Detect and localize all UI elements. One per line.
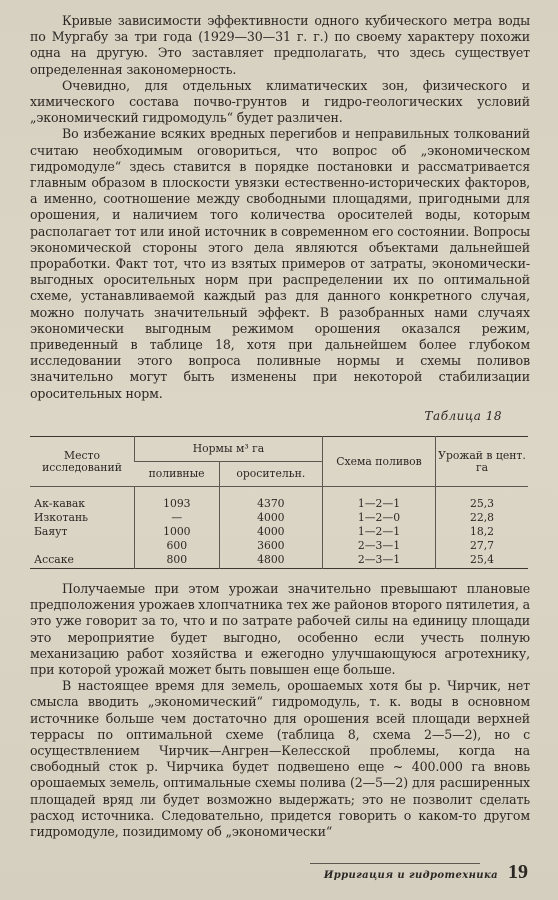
cell-irrigation: 1093 xyxy=(135,487,220,512)
paragraph: Получаемые при этом урожаи значительно превышают плановые предположения урожаев хлопчатника тех же районов второго пятилетия, а это уже говорит за то, что и по затрате рабочей силы на единицу площади это мероприятие будет выгодно, особенно если учесть полную механизацию работ хозяйства и ежегодно улучшающуюся агротехнику, при которой урожай может быть повышен еще больше. xyxy=(30,581,531,678)
cell-scheme: 1—2—0 xyxy=(323,511,436,525)
cell-place: Баяут xyxy=(34,525,68,538)
cell-yield: 25,3 xyxy=(436,487,529,512)
text-block-top xyxy=(30,13,530,402)
paragraph: Во избежание всяких вредных перегибов и неправильных толкований считаю необходимым оговориться, что вопрос об „экономическом гидромодуле“ здесь ставится в порядке постановки и рассматривается главным образом в плоскости увязки естественно-исторических факторов, а именно, соотношение между свободными площадями, пригодными для орошения, и наличием того количества оросителей воды, которым располагает тот или иной источник в современном его состоянии. Вопросы экономической стороны этого дела являются объектами дальнейшей проработки. Факт тот, что из взятых примеров от затраты, экономически-выгодных оросительных норм при распределении их по оптимальной схеме, устанавливаемой каждый раз для данного конкретного случая, можно получать значительный эффект. В разобранных нами случаях экономически выгодным режимом орошения оказался режим, приведенный в таблице 18, хотя при дальнейшем более глубоком исследовании этого вопроса поливные нормы и схемы поливов значительно могут быть изменены при некоторой стабилизации оросительных норм. xyxy=(30,126,530,401)
table-row xyxy=(30,553,528,569)
cell-place: Ассаке xyxy=(34,553,74,566)
cell-yield: 25,4 xyxy=(436,553,529,569)
header-norms: Нормы м³ га xyxy=(135,437,323,462)
cell-yield: 18,2 xyxy=(436,525,529,539)
cell-total: 4000 xyxy=(219,511,322,525)
table-row xyxy=(30,525,528,539)
cell-total: 4000 xyxy=(219,525,322,539)
page-footer xyxy=(324,861,528,884)
paragraph: Очевидно, для отдельных климатических зон, физического и химического состава почво-грунтов и гидро-геологических условий „экономический гидромодуль“ будет различен. xyxy=(30,77,530,126)
data-table xyxy=(30,436,528,569)
cell-scheme: 1—2—1 xyxy=(323,487,436,512)
header-irrigation: поливные xyxy=(135,462,220,487)
table-caption: Таблица 18 xyxy=(424,409,502,423)
page-number: 19 xyxy=(508,861,528,883)
table-row xyxy=(30,487,528,512)
paragraph: В настоящее время для земель, орошаемых хотя бы р. Чирчик, нет смысла вводить „экономический“ гидромодуль, т. к. воды в основном источнике больше чем достаточно для орошения всей площади верхней террасы по оптимальной схеме (таблица 8, схема 2—5—2), но с осуществлением Чирчик—Ангрен—Келесской проблемы, когда на свободный сток р. Чирчика будет подвешено еще ~ 400.000 га вновь орошаемых земель, оптимальные схемы полива (2—5—2) для расширенных площадей вряд ли будет возможно выдержать; это не позволит сделать расход источника. Следовательно, придется говорить о каком-то другом гидромодуле, позидимому об „экономически“ xyxy=(30,678,530,840)
table-row xyxy=(30,539,528,553)
cell-irrigation: 600 xyxy=(135,539,220,553)
cell-irrigation: 1000 xyxy=(135,525,220,539)
table-row xyxy=(30,511,528,525)
text-block-bottom xyxy=(30,581,530,840)
cell-total: 3600 xyxy=(219,539,322,553)
cell-irrigation: — xyxy=(135,511,220,525)
paragraph: Кривые зависимости эффективности одного кубического метра воды по Мургабу за три года (1929—30—31 г. г.) по своему характеру похожи одна на другую. Это заставляет предполагать, что здесь существует определенная закономерность. xyxy=(30,13,530,77)
cell-total: 4370 xyxy=(219,487,322,512)
cell-place: Изкотань xyxy=(34,511,89,524)
cell-total: 4800 xyxy=(219,553,322,569)
cell-scheme: 2—3—1 xyxy=(323,539,436,553)
cell-scheme: 2—3—1 xyxy=(323,553,436,569)
header-total: оросительн. xyxy=(219,462,322,487)
cell-place: Ак-кавак xyxy=(34,497,86,510)
header-scheme: Схема поливов xyxy=(323,437,436,487)
cell-yield: 27,7 xyxy=(436,539,529,553)
data-table-wrapper xyxy=(30,436,528,569)
cell-yield: 22,8 xyxy=(436,511,529,525)
running-footer-title: Ирригация и гидротехника xyxy=(323,870,498,881)
cell-scheme: 1—2—1 xyxy=(323,525,436,539)
cell-irrigation: 800 xyxy=(135,553,220,569)
header-yield: Урожай в цент. га xyxy=(436,437,529,487)
cell-place xyxy=(30,539,135,553)
header-place: Место исследований xyxy=(30,437,135,487)
